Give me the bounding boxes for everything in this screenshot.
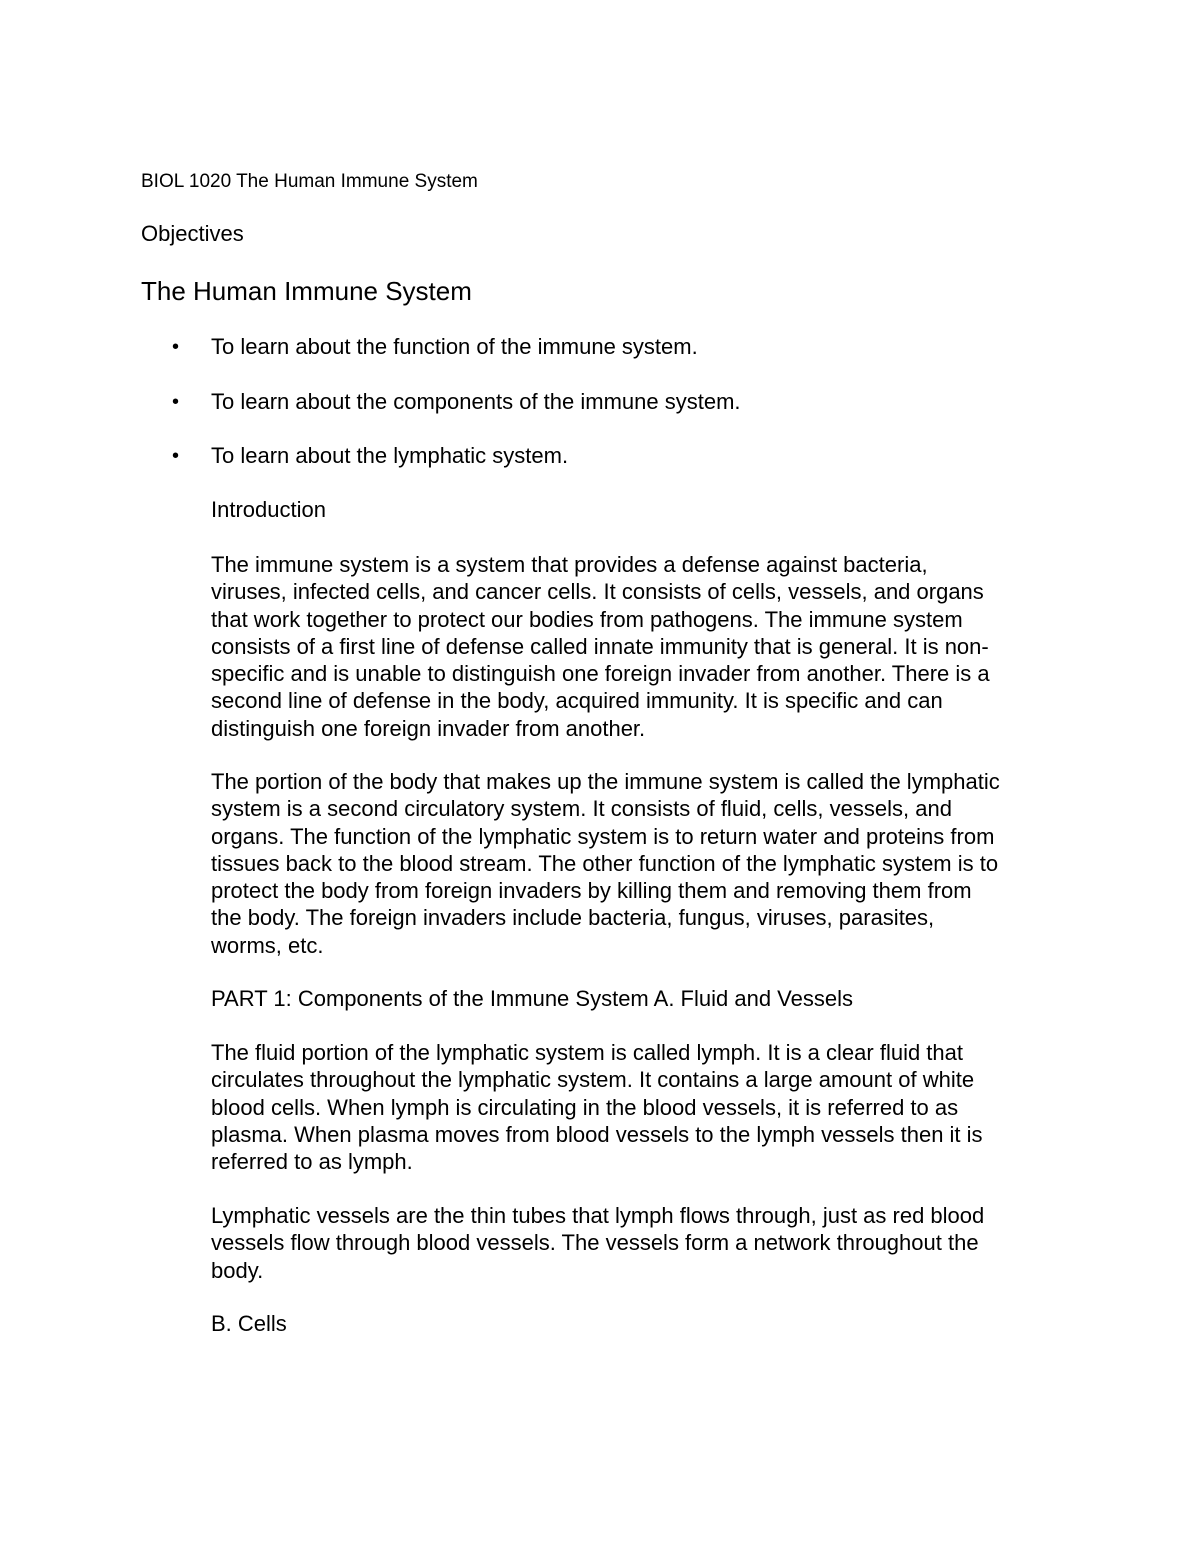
bullet-icon: • (172, 391, 180, 413)
objective-text: To learn about the components of the immune system. (211, 389, 741, 414)
paragraph-line: blood cells. When lymph is circulating in the blood vessels, it is referred to as (211, 1094, 959, 1120)
course-title-line: BIOL 1020 The Human Immune System (141, 171, 478, 192)
paragraph-line: specific and is unable to distinguish one foreign invader from another. There is a (211, 661, 990, 687)
paragraph-line: circulates throughout the lymphatic system. It contains a large amount of white (211, 1067, 975, 1093)
part1-heading: PART 1: Components of the Immune System A. Fluid and Vessels (211, 986, 853, 1011)
objective-text: To learn about the function of the immune system. (211, 334, 698, 359)
paragraph-line: second line of defense in the body, acquired immunity. It is specific and can (211, 688, 943, 714)
objective-text: To learn about the lymphatic system. (211, 443, 569, 468)
paragraph-line: referred to as lymph. (211, 1149, 413, 1175)
paragraph-line: consists of a first line of defense called innate immunity that is general. It is non- (211, 633, 989, 659)
cells-heading: B. Cells (211, 1311, 287, 1336)
bullet-icon: • (172, 336, 180, 358)
paragraph-line: organs. The function of the lymphatic system is to return water and proteins from (211, 823, 995, 849)
paragraph-line: The immune system is a system that provides a defense against bacteria, (211, 552, 928, 577)
paragraph-line: The fluid portion of the lymphatic system is called lymph. It is a clear fluid that (211, 1040, 963, 1065)
paragraph-line: The portion of the body that makes up the immune system is called the lymphatic (211, 769, 1000, 794)
paragraph-line: distinguish one foreign invader from another. (211, 715, 646, 741)
paragraph-line: Lymphatic vessels are the thin tubes that lymph flows through, just as red blood (211, 1203, 985, 1228)
paragraph-line: viruses, infected cells, and cancer cells. It consists of cells, vessels, and organs (211, 579, 984, 605)
main-heading: The Human Immune System (141, 276, 472, 306)
paragraph-line: protect the body from foreign invaders by killing them and removing them from (211, 878, 972, 904)
objectives-label: Objectives (141, 221, 244, 246)
paragraph-line: body. (211, 1257, 264, 1283)
fluid-paragraph (211, 1039, 1081, 1175)
vessels-paragraph (211, 1202, 1081, 1284)
bullet-icon: • (172, 445, 180, 467)
paragraph-line: system is a second circulatory system. It consists of fluid, cells, vessels, and (211, 796, 952, 822)
paragraph-line: tissues back to the blood stream. The other function of the lymphatic system is to (211, 850, 999, 876)
paragraph-line: that work together to protect our bodies from pathogens. The immune system (211, 606, 963, 632)
paragraph-line: the body. The foreign invaders include bacteria, fungus, viruses, parasites, (211, 905, 935, 931)
paragraph-line: vessels flow through blood vessels. The vessels form a network throughout the (211, 1230, 979, 1256)
lymphatic-system-paragraph (211, 768, 1081, 959)
paragraph-line: plasma. When plasma moves from blood vessels to the lymph vessels then it is (211, 1121, 983, 1147)
paragraph-line: worms, etc. (211, 932, 324, 958)
introduction-heading: Introduction (211, 497, 326, 522)
introduction-paragraph (211, 551, 1081, 742)
